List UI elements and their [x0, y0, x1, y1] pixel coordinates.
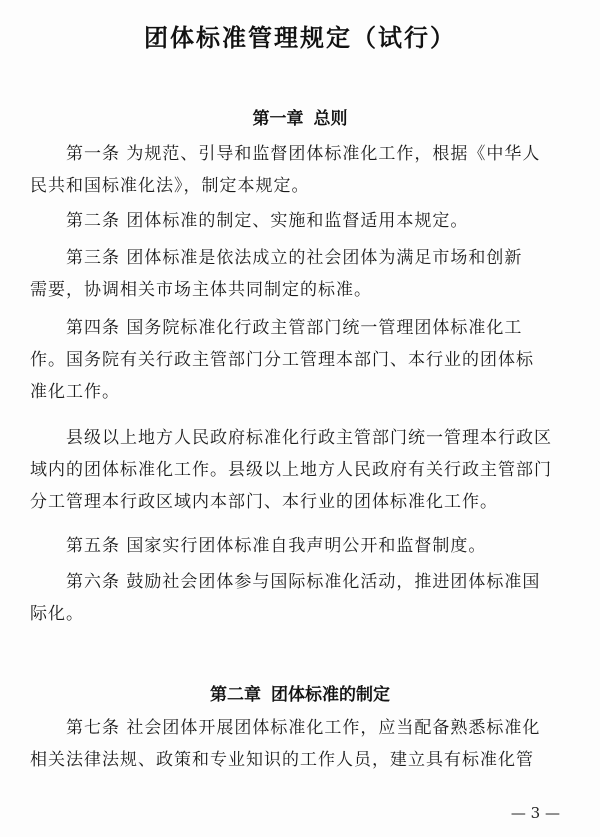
article-6: [30, 566, 578, 630]
text-line: 域内的团体标准化工作。县级以上地方人民政府有关行政主管部门: [30, 460, 552, 480]
text-line: 际化。: [30, 604, 84, 624]
chapter-label: 第二章: [210, 685, 261, 705]
document-title: 团体标准管理规定（试行）: [144, 24, 456, 52]
text-line: 第七条 社会团体开展团体标准化工作，应当配备熟悉标准化: [66, 718, 541, 738]
text-line: 分工管理本行政区域内本部门、本行业的团体标准化工作。: [30, 492, 498, 512]
text-line: 需要，协调相关市场主体共同制定的标准。: [30, 280, 372, 300]
text-line: 第四条 国务院标准化行政主管部门统一管理团体标准化工: [66, 318, 523, 338]
article-5: [30, 530, 578, 562]
article-1: [30, 138, 578, 202]
text-line: 准化工作。: [30, 382, 120, 402]
text-line: 民共和国标准化法》，制定本规定。: [30, 176, 310, 196]
chapter-heading-1: [0, 104, 600, 129]
page-number: — 3 —: [510, 804, 560, 822]
article-2: [30, 205, 578, 237]
chapter-name: 团体标准的制定: [271, 685, 390, 705]
text-line: 作。国务院有关行政主管部门分工管理本部门、本行业的团体标: [30, 350, 534, 370]
article-4-paragraph-2: [30, 422, 578, 518]
article-4: [30, 312, 578, 408]
article-3: [30, 242, 578, 306]
text-line: 第六条 鼓励社会团体参与国际标准化活动，推进团体标准国: [66, 572, 541, 592]
text-line: 第二条 团体标准的制定、实施和监督适用本规定。: [66, 211, 469, 231]
text-line: 第五条 国家实行团体标准自我声明公开和监督制度。: [66, 536, 487, 556]
chapter-name: 总则: [313, 109, 348, 129]
text-line: 第三条 团体标准是依法成立的社会团体为满足市场和创新: [66, 248, 523, 268]
text-line: 第一条 为规范、引导和监督团体标准化工作，根据《中华人: [66, 144, 541, 164]
chapter-label: 第一章: [252, 109, 304, 129]
chapter-heading-2: [0, 680, 600, 705]
article-7: [30, 712, 578, 776]
text-line: 相关法律法规、政策和专业知识的工作人员，建立具有标准化管: [30, 750, 534, 770]
text-line: 县级以上地方人民政府标准化行政主管部门统一管理本行政区: [66, 428, 552, 448]
